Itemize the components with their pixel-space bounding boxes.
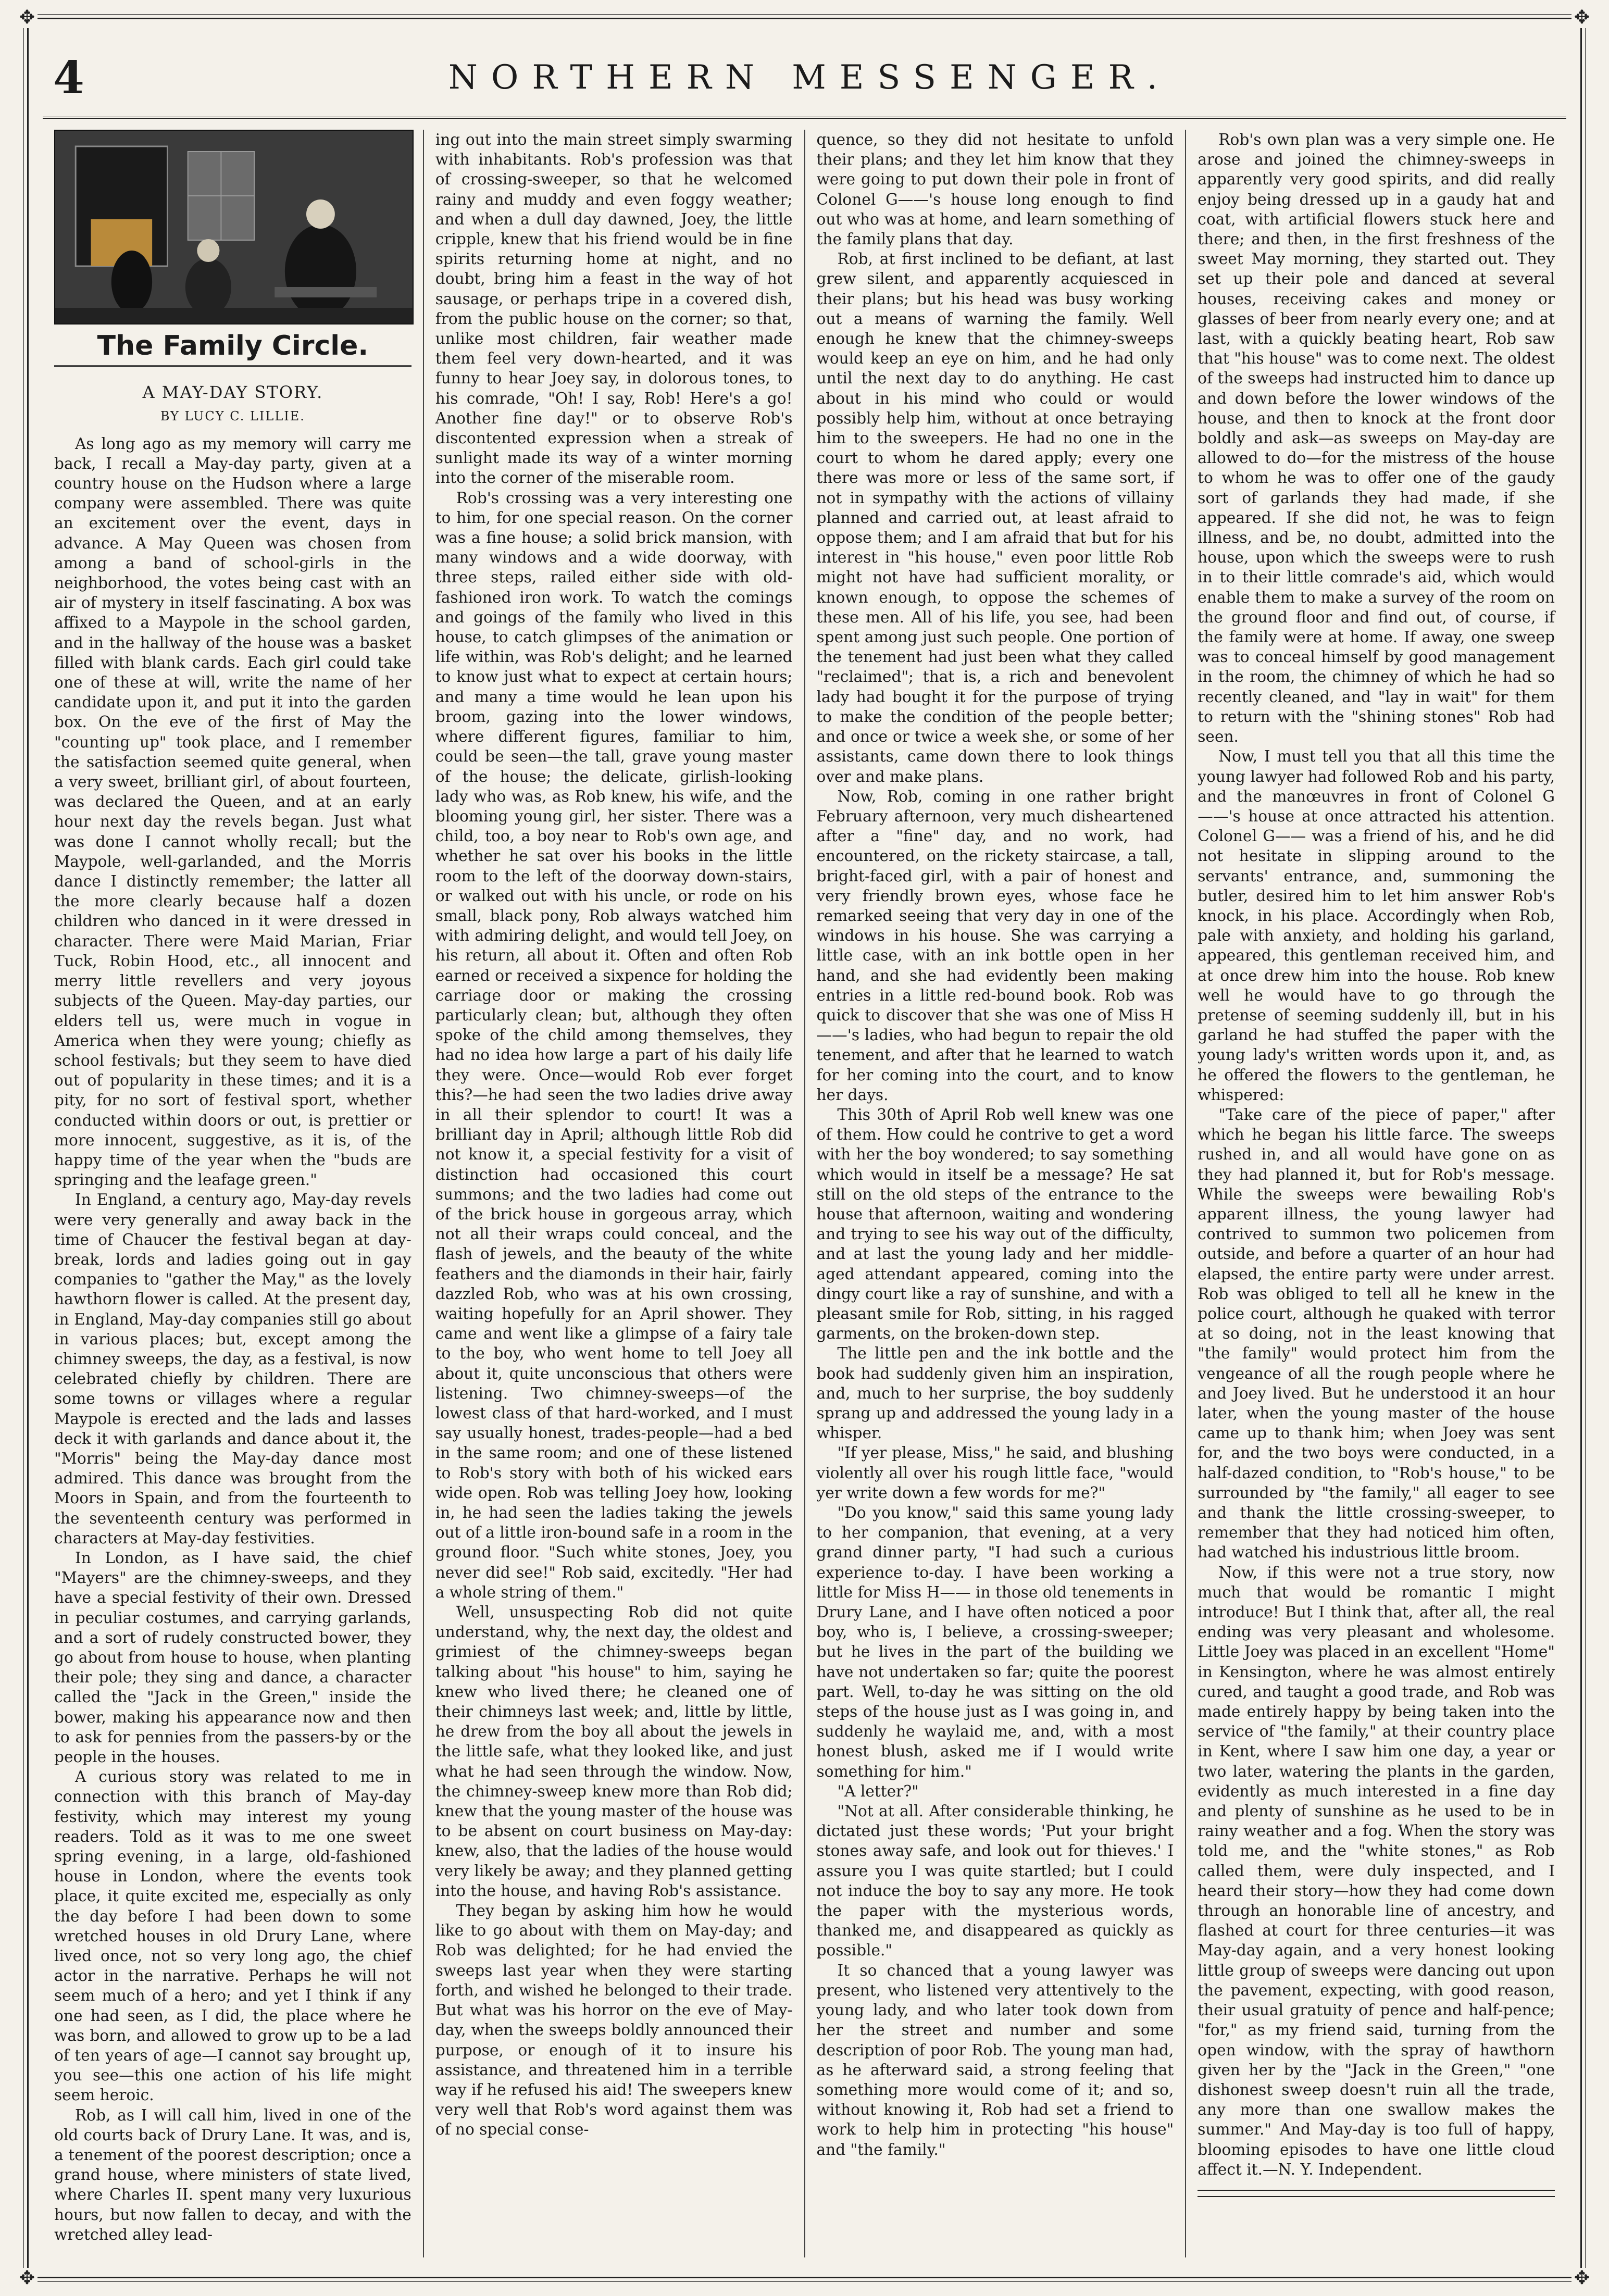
- paragraph: "A letter?": [837, 1782, 919, 1800]
- paragraph: "Take care of the piece of paper," after which he began his little farce. The sweeps rushed in, and all would have gone on as they had planned it, but for Rob's message. While the sweeps were bewailing Rob's apparent illness, the young lawyer had contrived to summon two policemen from outside, and before a quarter of an hour had elapsed, the entire party were under arrest. Rob was obliged to tell all he knew in the police court, although he quaked with terror at so doing, not in the least knowing that "the family" would protect him from the vengeance of all the rough people where he and Joey lived. But he understood it an hour later, when the young master of the house came up to thank him; when Joey was sent for, and the two boys were conducted, in a half-dazed condition, to "Rob's house," to be surrounded by "the family," all eager to see and thank the little crossing-sweeper, to remember that they had noticed him often, had watched his industrious little broom.: [1198, 1105, 1555, 1562]
- column-3: [805, 130, 1187, 2257]
- paragraph: Now, Rob, coming in one rather bright February afternoon, very much disheartened after a "fine" day, and no work, had encountered, on the rickety staircase, a tall, bright-faced girl, with a pair of honest and very friendly brown eyes, whose face he remarked seeing that very day in one of the windows in his house. She was carrying a little case, with an ink bottle open in her hand, and she had evidently been making entries in a little red-bound book. Rob was quick to discover that she was one of Miss H——'s ladies, who had begun to repair the old tenement, and after that he learned to watch for her coming into the court, and to know her days.: [816, 787, 1174, 1104]
- paragraph: In England, a century ago, May-day revels were very generally and away back in the time of Chaucer the festival began at day-break, lords and ladies going out in gay companies to "gather the May," as the lovely hawthorn flower is called. At the present day, in England, May-day companies still go about in various places; but, except among the chimney sweeps, the day, as a festival, is now celebrated chiefly by children. There are some towns or villages where a regular Maypole is erected and the lads and lasses deck it with garlands and dance about it, the "Morris" being the May-day dance most admired. This dance was brought from the Moors in Spain, and from the fourteenth to the seventeenth century was performed in characters at May-day festivities.: [54, 1191, 411, 1547]
- column-2: [424, 130, 805, 2257]
- section-title: The Family Circle.: [54, 336, 411, 367]
- paragraph: A curious story was related to me in connection with this branch of May-day festivity, which may interest my young readers. Told as it was to me one sweet spring evening, in a large, old-fashioned house in London, where the events took place, it quite excited me, especially as only the day before I had been down to some wretched houses in old Drury Lane, where lived once, not so very long ago, the chief actor in the narrative. Perhaps he will not seem much of a hero; and yet I think if any one had seen, as I did, the place where he was born, and allowed to grow up to be a lad of ten years of age—I cannot say brought up, you see—this one action of his life might seem heroic.: [54, 1768, 411, 2104]
- paragraph: Well, unsuspecting Rob did not quite understand, why, the next day, the oldest and grimiest of the chimney-sweeps began talking about "his house" to him, saying he knew who lived there; he cleaned one of their chimneys last week; and, little by little, he drew from the boy all about the jewels in the little safe, what they looked like, and just what he had seen through the window. Now, the chimney-sweep knew more than Rob did; knew that the young master of the house was to be absent on court business on May-day: knew, also, that the ladies of the house would very likely be away; and they planned getting into the house, and having Rob's assistance.: [435, 1603, 793, 1900]
- paragraph: Now, if this were not a true story, now much that would be romantic I might introduce! But I think that, after all, the real ending was very pleasant and wholesome. Little Joey was placed in an excellent "Home" in Kensington, where he was almost entirely cured, and taught a good trade, and Rob was made entirely happy by being taken into the service of "the family," at their country place in Kent, where I saw him one day, a year or two later, watering the plants in the garden, evidently as much interested in a fine day and plenty of sunshine as he used to be in rainy weather and a fog. When the story was told me, and the "white stones," as Rob called them, were duly inspected, and I heard their story—how they had come down through an honorable line of ancestry, and flashed at court for three centuries—it was May-day again, and a very honest looking little group of sweeps were dancing out upon the pavement, expecting, with good reason, their usual gratuity of pence and half-pence; "for," as my friend said, turning from the open window, with the spray of hawthorn given her by the "Jack in the Green," "one dishonest sweep doesn't ruin all the trade, any more than one swallow makes the summer." And May-day is too full of happy, blooming episodes to have one little cloud affect it.—N. Y. Independent.: [1198, 1563, 1555, 2178]
- end-rule: [1198, 2190, 1555, 2197]
- paragraph: As long ago as my memory will carry me back, I recall a May-day party, given at a country house on the Hudson where a large company were assembled. There was quite an excitement over the event, days in advance. A May Queen was chosen from among a band of school-girls in the neighborhood, the votes being cast with an air of mystery in itself fascinating. A box was affixed to a Maypole in the school garden, and in the hallway of the house was a basket filled with blank cards. Each girl could take one of these at will, write the name of her candidate upon it, and put it into the garden box. On the eve of the first of May the "counting up" took place, and I remember the satisfaction seemed quite general, when a very sweet, brilliant girl, of about fourteen, was declared the Queen, and at an early hour next day the revels began. Just what was done I cannot wholly recall; but the Maypole, well-garlanded, and the Morris dance I distinctly remember; the latter all the more clearly because half a dozen children who danced in it were dressed in character. There were Maid Marian, Friar Tuck, Robin Hood, etc., all innocent and merry little revellers and very joyous subjects of the Queen. May-day parties, our elders tell us, were much in vogue in America when they were young; chiefly as school festivals; but they seem to have died out of popularity in these times; and it is a pity, for no sort of festival sport, whether conducted within doors or out, is prettier or more innocent, suggestive, as it is, of the happy time of the year when the "buds are springing and the leafage green.": [54, 434, 411, 1189]
- paragraph: Rob, at first inclined to be defiant, at last grew silent, and apparently acquiesced in their plans; but his head was busy working out a means of warning the family. Well enough he knew that the chimney-sweeps would keep an eye on him, and he had only until the next day to do anything. He cast about in his mind who could or would possibly help him, without at once betraying him to the sweepers. He had no one in the court to whom he dared apply; every one there was more or less of the same sort, if not in sympathy with the actions of villainy planned and carried out, at least afraid to oppose them; and I am afraid that but for his interest in "his house," even poor little Rob might not have had sufficient morality, or known enough, to oppose the schemes of these men. All of his life, you see, had been spent among just such people. One portion of the tenement had just been what they called "reclaimed"; that is, a rich and benevolent lady had bought it for the purpose of trying to make the condition of the people better; and once or twice a week she, or some of her assistants, came down there to look things over and make plans.: [816, 250, 1174, 785]
- paragraph: Rob's crossing was a very interesting one to him, for one special reason. On the corner was a fine house; a solid brick mansion, with many windows and a wide doorway, with three steps, railed either side with old-fashioned iron work. To watch the comings and goings of the family who lived in this house, to catch glimpses of the animation or life within, was Rob's delight; and he learned to know just what to expect at certain hours; and many a time would he lean upon his broom, gazing into the lower windows, where different figures, familiar to him, could be seen—the tall, grave young master of the house; the delicate, girlish-looking lady who was, as Rob knew, his wife, and the blooming young girl, her sister. There was a child, too, a boy near to Rob's own age, and whether he sat over his books in the little room to the left of the doorway down-stairs, or walked out with his uncle, or rode on his small, black pony, Rob always watched him with admiring delight, and would tell Joey, on his return, all about it. Often and often Rob earned or received a sixpence for holding the carriage door or making the crossing particularly clean; but, although they often spoke of the child among themselves, they had no idea how large a part of his daily life they were. Once—would Rob ever forget this?—he had seen the two ladies drive away in all their splendor to court! It was a brilliant day in April; although little Rob did not know it, a special festivity for a visit of distinction had occasioned this court summons; and the two ladies had come out of the brick house in gorgeous array, which not all their wraps could conceal, and the flash of jewels, and the beauty of the white feathers and the diamonds in their hair, fairly dazzled Rob, who was at his own crossing, waiting hopefully for an April shower. They came and went like a glimpse of a fairy tale to the boy, who went home to tell Joey all about it, quite unconscious that others were listening. Two chimney-sweeps—of the lowest class of that hard-worked, and I must say usually honest, trades-people—had a bed in the same room; and one of these listened to Rob's story with both of his wicked ears wide open. Rob was telling Joey how, looking in, he had seen the ladies taking the jewels out of a little iron-bound safe in a room in the ground floor. "Such white stones, Joey, you never did see!" Rob said, excitedly. "Her had a whole string of them.": [435, 489, 793, 1601]
- paragraph: "If yer please, Miss," he said, and blushing violently all over his rough little face, "would yer write down a few words for me?": [816, 1444, 1174, 1502]
- article-columns: [43, 130, 1566, 2257]
- byline: BY LUCY C. LILLIE.: [160, 409, 305, 424]
- paragraph: ing out into the main street simply swarming with inhabitants. Rob's profession was that of crossing-sweeper, so that he welcomed rainy and muddy and even foggy weather; and when a dull day dawned, Joey, the little cripple, knew that his friend would be in fine spirits returning home at night, and no doubt, bring him a feast in the way of hot sausage, or perhaps tripe in a covered dish, from the public house on the corner; so that, unlike most children, fair weather made them feel very down-hearted, and it was funny to hear Joey say, in dolorous tones, to his comrade, "Oh! I say, Rob! Here's a go! Another fine day!" or to observe Rob's discontented expression when a streak of sunlight made its way of a winter morning into the corner of the miserable room.: [435, 131, 793, 487]
- paragraph: Rob's own plan was a very simple one. He arose and joined the chimney-sweeps in apparently very good spirits, and did really enjoy being dressed up in a gaudy hat and coat, with artificial flowers stuck here and there; and then, in the first freshness of the sweet May morning, they started out. They set up their pole and danced at several houses, receiving cakes and money or glasses of beer from nearly every one; and at last, with a quickly beating heart, Rob saw that "his house" was to come next. The oldest of the sweeps had instructed him to dance up and down before the lower windows of the house, and then to knock at the front door boldly and ask—as sweeps on May-day are allowed to do—for the mistress of the house to whom he was to offer one of the gaudy sort of garlands they had made, if she appeared. If she did not, he was to feign illness, and be, no doubt, admitted into the house, upon which the sweeps were to rush in to their little comrade's aid, which would enable them to make a survey of the room on the ground floor and find out, of course, if the family were at home. If away, one sweep was to conceal himself by good management in the room, the chimney of which he had so recently cleaned, and "lay in wait" for them to return with the "shining stones" Rob had seen.: [1198, 131, 1555, 746]
- corner-ornament-icon: ✥: [1571, 7, 1592, 28]
- corner-ornament-icon: ✥: [17, 2268, 38, 2289]
- fireside-scene-icon: [55, 131, 413, 323]
- masthead-title: NORTHERN MESSENGER.: [448, 58, 1171, 97]
- paragraph: This 30th of April Rob well knew was one of them. How could he contrive to get a word with her the boy wondered; to say something which would in itself be a message? He sat still on the old steps of the entrance to the house that afternoon, waiting and wondering and trying to see his way out of the difficulty, and at last the young lady and her middle-aged attendant appeared, coming into the dingy court like a ray of sunshine, and with a pleasant smile for Rob, sitting, in his ragged garments, on the broken-down step.: [816, 1105, 1174, 1343]
- paragraph: quence, so they did not hesitate to unfold their plans; and they let him know that they were going to put down their pole in front of Colonel G——'s house long enough to find out who was at home, and learn something of the family plans that day.: [816, 131, 1174, 248]
- paragraph: The little pen and the ink bottle and the book had suddenly given him an inspiration, and, much to her surprise, the boy suddenly sprang up and addressed the young lady in a whisper.: [816, 1344, 1174, 1442]
- paragraph: Rob, as I will call him, lived in one of the old courts back of Drury Lane. It was, and is, a tenement of the poorest description; once a grand house, where ministers of state lived, where Charles II. spent many very luxurious hours, but now fallen to decay, and with the wretched alley lead-: [54, 2106, 411, 2243]
- paragraph: In London, as I have said, the chief "Mayers" are the chimney-sweeps, and they have a special festivity of their own. Dressed in peculiar costumes, and carrying garlands, and a sort of rudely constructed bower, they go about from house to house, when planting their pole; they sing and dance, a character called the "Jack in the Green," inside the bower, making his appearance now and then to ask for pennies from the passers-by or the people in the houses.: [54, 1549, 411, 1766]
- paragraph: They began by asking him how he would like to go about with them on May-day; and Rob was delighted; for he had envied the sweeps last year when they were starting forth, and wished he belonged to their trade. But what was his horror on the eve of May-day, when the sweeps boldly announced their purpose, or enough of it to insure his assistance, and threatened him in a terrible way if he refused his aid! The sweepers knew very well that Rob's word against them was of no special conse-: [435, 1902, 793, 2139]
- corner-ornament-icon: ✥: [17, 7, 38, 28]
- paragraph: "Do you know," said this same young lady to her companion, that evening, at a very grand dinner party, "I had such a curious experience to-day. I have been working a little for Miss H—— in those old tenements in Drury Lane, and I have often noticed a poor boy, who is, I believe, a crossing-sweeper; but he lives in the part of the building we have not undertaken so far; quite the poorest part. Well, to-day he was sitting on the old steps of the house just as I was going in, and suddenly he waylaid me, and, with a most honest blush, asked me if I would write something for him.": [816, 1504, 1174, 1780]
- paragraph: Now, I must tell you that all this time the young lawyer had followed Rob and his party, and the manœuvres in front of Colonel G——'s house at once attracted his attention. Colonel G—— was a friend of his, and he did not hesitate in slipping around to the servants' entrance, and, summoning the butler, desired him to let him answer Rob's knock, in his place. Accordingly when Rob, pale with anxiety, and holding his garland, appeared, this gentleman received him, and at once drew him into the house. Rob knew well he would have to go through the pretense of seeming suddenly ill, but in his garland he had stuffed the paper with the young lady's written words upon it, and, as he offered the flowers to the gentleman, he whispered:: [1198, 747, 1555, 1104]
- page-number: 4: [53, 51, 84, 104]
- masthead: [43, 39, 1566, 119]
- paragraph: It so chanced that a young lawyer was present, who listened very attentively to the young lady, and who later took down from her the street and number and some description of poor Rob. The young man had, as he afterward said, a strong feeling that something more would come of it; and so, without knowing it, Rob had set a friend to work to help him in protecting "his house" and "the family.": [816, 1961, 1174, 2158]
- paragraph: "Not at all. After considerable thinking, he dictated just these words; 'Put your bright stones away safe, and look out for thieves.' I assure you I was quite startled; but I could not induce the boy to say any more. He took the paper with the mysterious words, thanked me, and disappeared as quickly as possible.": [816, 1802, 1174, 1960]
- column-4: [1186, 130, 1566, 2257]
- story-title: A MAY-DAY STORY.: [142, 382, 323, 403]
- column-1: [43, 130, 424, 2257]
- corner-ornament-icon: ✥: [1571, 2268, 1592, 2289]
- newspaper-page: [19, 7, 1590, 2289]
- family-circle-illustration: [54, 130, 414, 325]
